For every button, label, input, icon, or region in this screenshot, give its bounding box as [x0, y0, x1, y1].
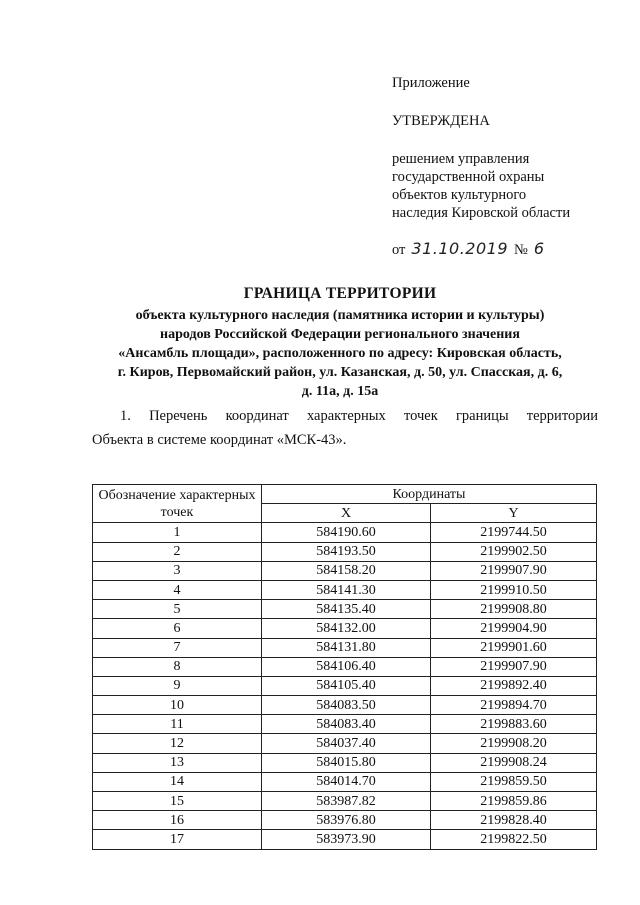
header-y: Y [431, 504, 597, 523]
x-coordinate-cell: 584190.60 [262, 523, 431, 542]
y-coordinate-cell: 2199902.50 [431, 542, 597, 561]
y-coordinate-cell: 2199883.60 [431, 715, 597, 734]
table-row [93, 772, 597, 791]
table-row [93, 715, 597, 734]
x-coordinate-cell: 584193.50 [262, 542, 431, 561]
decision-line-1: решением управления [392, 151, 530, 167]
coordinates-table [92, 484, 597, 850]
point-number-cell: 9 [93, 676, 262, 695]
date-prefix: от [392, 242, 406, 258]
title-line-3: «Ансамбль площади», расположенного по адресу: Кировская область, [118, 346, 562, 361]
x-coordinate-cell: 584132.00 [262, 619, 431, 638]
x-coordinate-cell: 584105.40 [262, 676, 431, 695]
y-coordinate-cell: 2199892.40 [431, 676, 597, 695]
x-coordinate-cell: 584141.30 [262, 580, 431, 599]
point-number-cell: 13 [93, 753, 262, 772]
y-coordinate-cell: 2199904.90 [431, 619, 597, 638]
paragraph-line-2: Объекта в системе координат «МСК-43». [92, 432, 347, 448]
x-coordinate-cell: 583973.90 [262, 830, 431, 849]
point-number-cell: 4 [93, 580, 262, 599]
decision-line-4: наследия Кировской области [392, 205, 571, 221]
title-line-5: д. 11а, д. 15а [301, 384, 379, 399]
title-line-4: г. Киров, Первомайский район, ул. Казанская, д. 50, ул. Спасская, д. 6, [117, 365, 563, 380]
x-coordinate-cell: 584083.40 [262, 715, 431, 734]
table-row [93, 792, 597, 811]
point-number-cell: 17 [93, 830, 262, 849]
title-line-1: объекта культурного наследия (памятника истории и культуры) [135, 308, 545, 323]
paragraph-word: 1. [120, 408, 131, 424]
y-coordinate-cell: 2199901.60 [431, 638, 597, 657]
table-row [93, 619, 597, 638]
approval-block [392, 74, 612, 259]
table-row [93, 600, 597, 619]
paragraph-word: характерных [306, 408, 386, 424]
decision-line-3: объектов культурного [392, 187, 527, 203]
x-coordinate-cell: 584083.50 [262, 696, 431, 715]
y-coordinate-cell: 2199859.50 [431, 772, 597, 791]
date-number-row [392, 240, 612, 259]
y-coordinate-cell: 2199907.90 [431, 561, 597, 580]
title-line-2: народов Российской Федерации регионального значения [160, 327, 520, 342]
table-row [93, 811, 597, 830]
title-main: ГРАНИЦА ТЕРРИТОРИИ [243, 285, 437, 302]
table-row [93, 561, 597, 580]
table-row [93, 580, 597, 599]
y-coordinate-cell: 2199822.50 [431, 830, 597, 849]
header-x: X [262, 504, 431, 523]
section-paragraph [92, 404, 598, 452]
y-coordinate-cell: 2199828.40 [431, 811, 597, 830]
point-number-cell: 15 [93, 792, 262, 811]
table-row [93, 734, 597, 753]
point-number-cell: 8 [93, 657, 262, 676]
x-coordinate-cell: 584131.80 [262, 638, 431, 657]
x-coordinate-cell: 584037.40 [262, 734, 431, 753]
point-number-cell: 5 [93, 600, 262, 619]
point-number-cell: 6 [93, 619, 262, 638]
point-number-cell: 3 [93, 561, 262, 580]
x-coordinate-cell: 584106.40 [262, 657, 431, 676]
paragraph-word: территории [526, 408, 598, 424]
table-row [93, 753, 597, 772]
table-row [93, 676, 597, 695]
x-coordinate-cell: 584014.70 [262, 772, 431, 791]
appendix-label: Приложение [392, 75, 470, 91]
header-point-designation: Обозначение характерных точек [93, 485, 262, 523]
table-row [93, 542, 597, 561]
decision-line-2: государственной охраны [392, 169, 545, 185]
x-coordinate-cell: 584015.80 [262, 753, 431, 772]
table-body [93, 523, 597, 849]
number-prefix: № [514, 242, 528, 258]
paragraph-word: точек [403, 408, 438, 424]
paragraph-word: границы [455, 408, 509, 424]
handwritten-date: 31.10.2019 [411, 239, 509, 258]
point-number-cell: 2 [93, 542, 262, 561]
table-row [93, 696, 597, 715]
y-coordinate-cell: 2199908.24 [431, 753, 597, 772]
point-number-cell: 10 [93, 696, 262, 715]
table-row [93, 657, 597, 676]
paragraph-word: Перечень [149, 408, 208, 424]
point-number-cell: 11 [93, 715, 262, 734]
handwritten-number: 6 [533, 239, 545, 258]
point-number-cell: 12 [93, 734, 262, 753]
y-coordinate-cell: 2199908.80 [431, 600, 597, 619]
y-coordinate-cell: 2199894.70 [431, 696, 597, 715]
paragraph-line-1 [92, 404, 598, 428]
point-number-cell: 14 [93, 772, 262, 791]
x-coordinate-cell: 584158.20 [262, 561, 431, 580]
x-coordinate-cell: 583987.82 [262, 792, 431, 811]
header-coordinates: Координаты [262, 485, 597, 504]
table-row [93, 830, 597, 849]
paragraph-word: координат [225, 408, 289, 424]
table-row [93, 638, 597, 657]
point-number-cell: 7 [93, 638, 262, 657]
table-row [93, 523, 597, 542]
y-coordinate-cell: 2199744.50 [431, 523, 597, 542]
approved-label: УТВЕРЖДЕНА [392, 113, 490, 129]
x-coordinate-cell: 583976.80 [262, 811, 431, 830]
y-coordinate-cell: 2199859.86 [431, 792, 597, 811]
point-number-cell: 16 [93, 811, 262, 830]
y-coordinate-cell: 2199910.50 [431, 580, 597, 599]
document-title [60, 284, 620, 401]
point-number-cell: 1 [93, 523, 262, 542]
x-coordinate-cell: 584135.40 [262, 600, 431, 619]
y-coordinate-cell: 2199908.20 [431, 734, 597, 753]
y-coordinate-cell: 2199907.90 [431, 657, 597, 676]
